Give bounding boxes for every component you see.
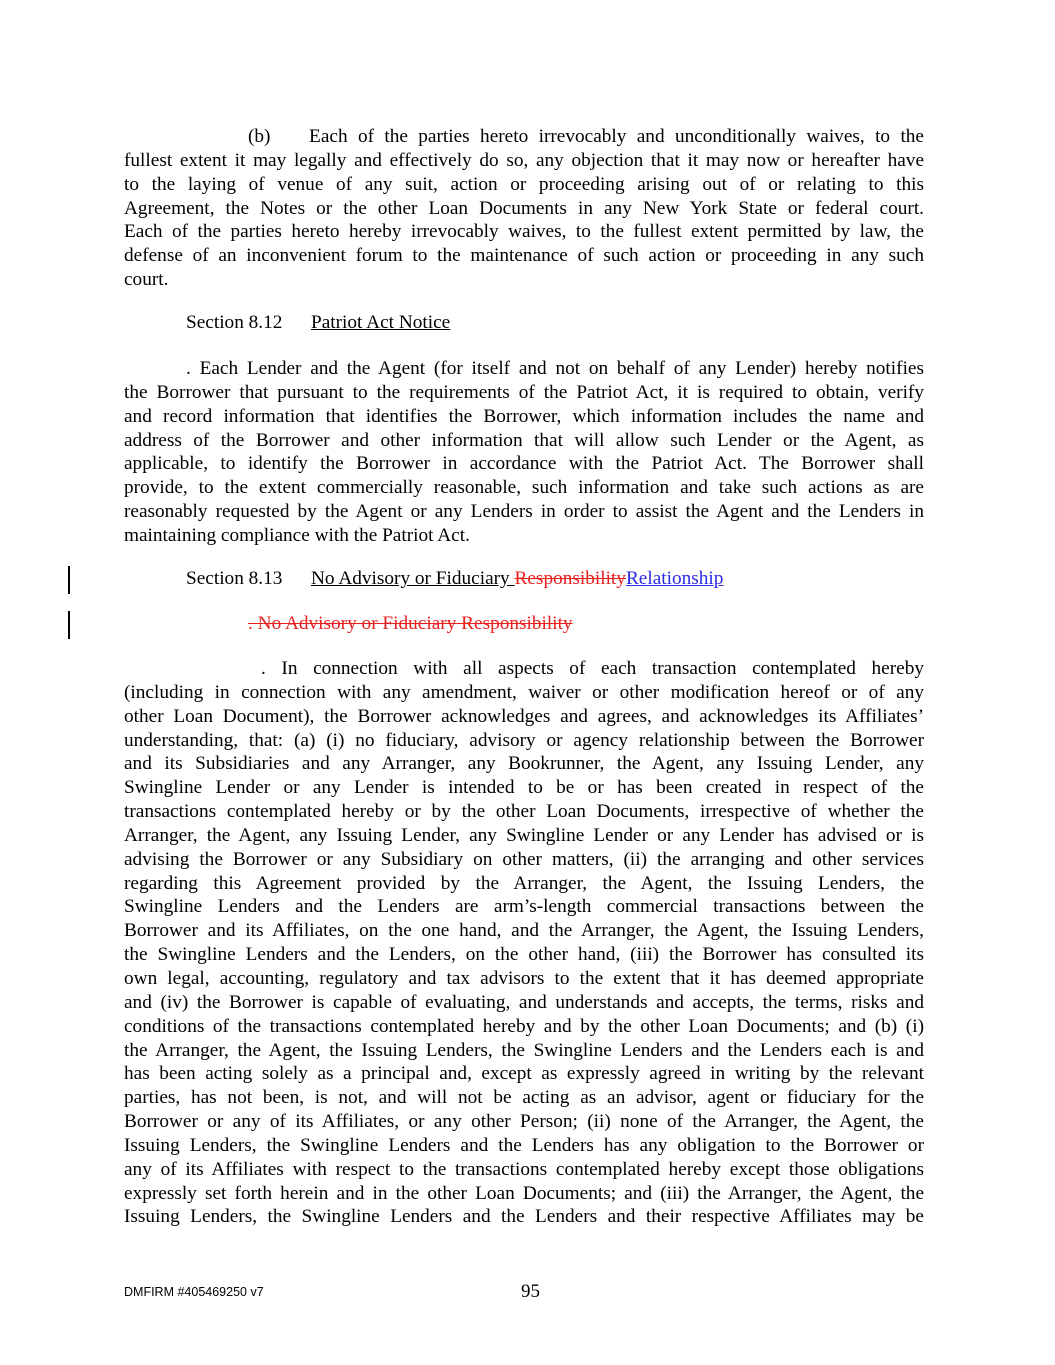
text-line: Each of the parties hereto hereby irrevocably waives, to the fullest extent permitted by law, the [124,221,924,243]
text-line: reasonably requested by the Agent or any Lenders in order to assist the Agent and the Lenders in [124,501,924,523]
section-8-13-heading [311,568,723,590]
section-8-13-title: No Advisory or Fiduciary [311,568,515,589]
text-line: the Arranger, the Agent, the Issuing Lenders, the Swingline Lenders and the Lenders each is and [124,1039,924,1061]
text-line: and its Subsidiaries and any Arranger, any Bookrunner, the Agent, any Issuing Lender, any [124,753,924,775]
text-line: Agreement, the Notes or the other Loan Documents in any New York State or federal court. [124,197,924,219]
change-bar [68,566,70,594]
deleted-heading-line: . No Advisory or Fiduciary Responsibility [248,613,573,634]
text-line: . In connection with all aspects of each transaction contemplated hereby [261,658,924,679]
text-line: expressly set forth herein and in the other Loan Documents; and (iii) the Arranger, the Agent, the [124,1182,924,1204]
page-number: 95 [521,1281,540,1302]
text-line: other Loan Document), the Borrower acknowledges and agrees, and acknowledges its Affiliates’ [124,705,924,727]
paragraph-8-13 [124,657,924,1229]
text-line: advising the Borrower or any Subsidiary on other matters, (ii) the arranging and other services [124,848,924,870]
text-line: transactions contemplated hereby or by the other Loan Documents, irrespective of whether the [124,801,924,823]
text-line: maintaining compliance with the Patriot Act. [124,524,470,546]
text-line: conditions of the transactions contemplated hereby and by the other Loan Documents; and (b) (i) [124,1015,924,1037]
text-line: and (iv) the Borrower is capable of evaluating, and understands and accepts, the terms, risks and [124,991,924,1013]
text-line: fullest extent it may legally and effectively do so, any objection that it may now or hereafter have [124,149,924,171]
text-line: Issuing Lenders, the Swingline Lenders and the Lenders has any obligation to the Borrower or [124,1134,924,1156]
section-8-12-title: Patriot Act Notice [311,312,451,333]
text-line: own legal, accounting, regulatory and tax advisors to the extent that it has deemed appropriate [124,967,924,989]
deleted-text: Responsibility [514,568,626,589]
footer-doc-id: DMFIRM #405469250 v7 [124,1285,264,1299]
text-line: parties, has not been, is not, and will not be acting as an advisor, agent or fiduciary for the [124,1087,924,1109]
paragraph-b [124,125,924,292]
text-line: Swingline Lender or any Lender is intended to be or has been created in respect of the [124,777,924,799]
text-line: has been acting solely as a principal and, except as expressly agreed in writing by the relevant [124,1063,924,1085]
text-line: (b) Each of the parties hereto irrevocably and unconditionally waives, to the [248,126,924,147]
text-line: defense of an inconvenient forum to the maintenance of such action or proceeding in any such [124,245,924,267]
text-line: . Each Lender and the Agent (for itself and not on behalf of any Lender) hereby notifies [186,358,924,379]
text-line: provide, to the extent commercially reasonable, such information and take such actions as are [124,477,924,499]
text-line: regarding this Agreement provided by the Arranger, the Agent, the Issuing Lenders, the [124,872,924,894]
inserted-text: Relationship [625,568,724,589]
text-line: Swingline Lenders and the Lenders are arm’s-length commercial transactions between the [124,896,924,918]
text-line: Arranger, the Agent, any Issuing Lender, any Swingline Lender or any Lender has advised or is [124,824,924,846]
text-line: any of its Affiliates with respect to the transactions contemplated hereby except those obligations [124,1158,924,1180]
text-line: Borrower or any of its Affiliates, or any other Person; (ii) none of the Arranger, the Agent, the [124,1111,924,1133]
text-line: address of the Borrower and other information that will allow such Lender or the Agent, as [124,429,924,451]
text-line: the Swingline Lenders and the Lenders, on the other hand, (iii) the Borrower has consulted its [124,944,924,966]
text-line: (including in connection with any amendment, waiver or other modification hereof or of any [124,681,924,703]
text-line: Borrower and its Affiliates, on the one hand, and the Arranger, the Agent, the Issuing Lenders, [124,920,924,942]
text-line: understanding, that: (a) (i) no fiduciary, advisory or agency relationship between the Borrower [124,729,924,751]
text-line: to the laying of venue of any suit, action or proceeding arising out of or relating to this [124,173,924,195]
section-8-13-number: Section 8.13 [186,568,283,589]
text-line: and record information that identifies the Borrower, which information includes the name and [124,405,924,427]
paragraph-8-12 [124,357,924,548]
section-8-12-number: Section 8.12 [186,312,283,333]
text-line: applicable, to identify the Borrower in accordance with the Patriot Act. The Borrower shall [124,453,924,475]
text-line: the Borrower that pursuant to the requirements of the Patriot Act, it is required to obtain, verify [124,381,924,403]
change-bar [68,611,70,639]
text-line: Issuing Lenders, the Swingline Lenders and the Lenders and their respective Affiliates may be [124,1206,924,1228]
text-line: court. [124,269,169,291]
